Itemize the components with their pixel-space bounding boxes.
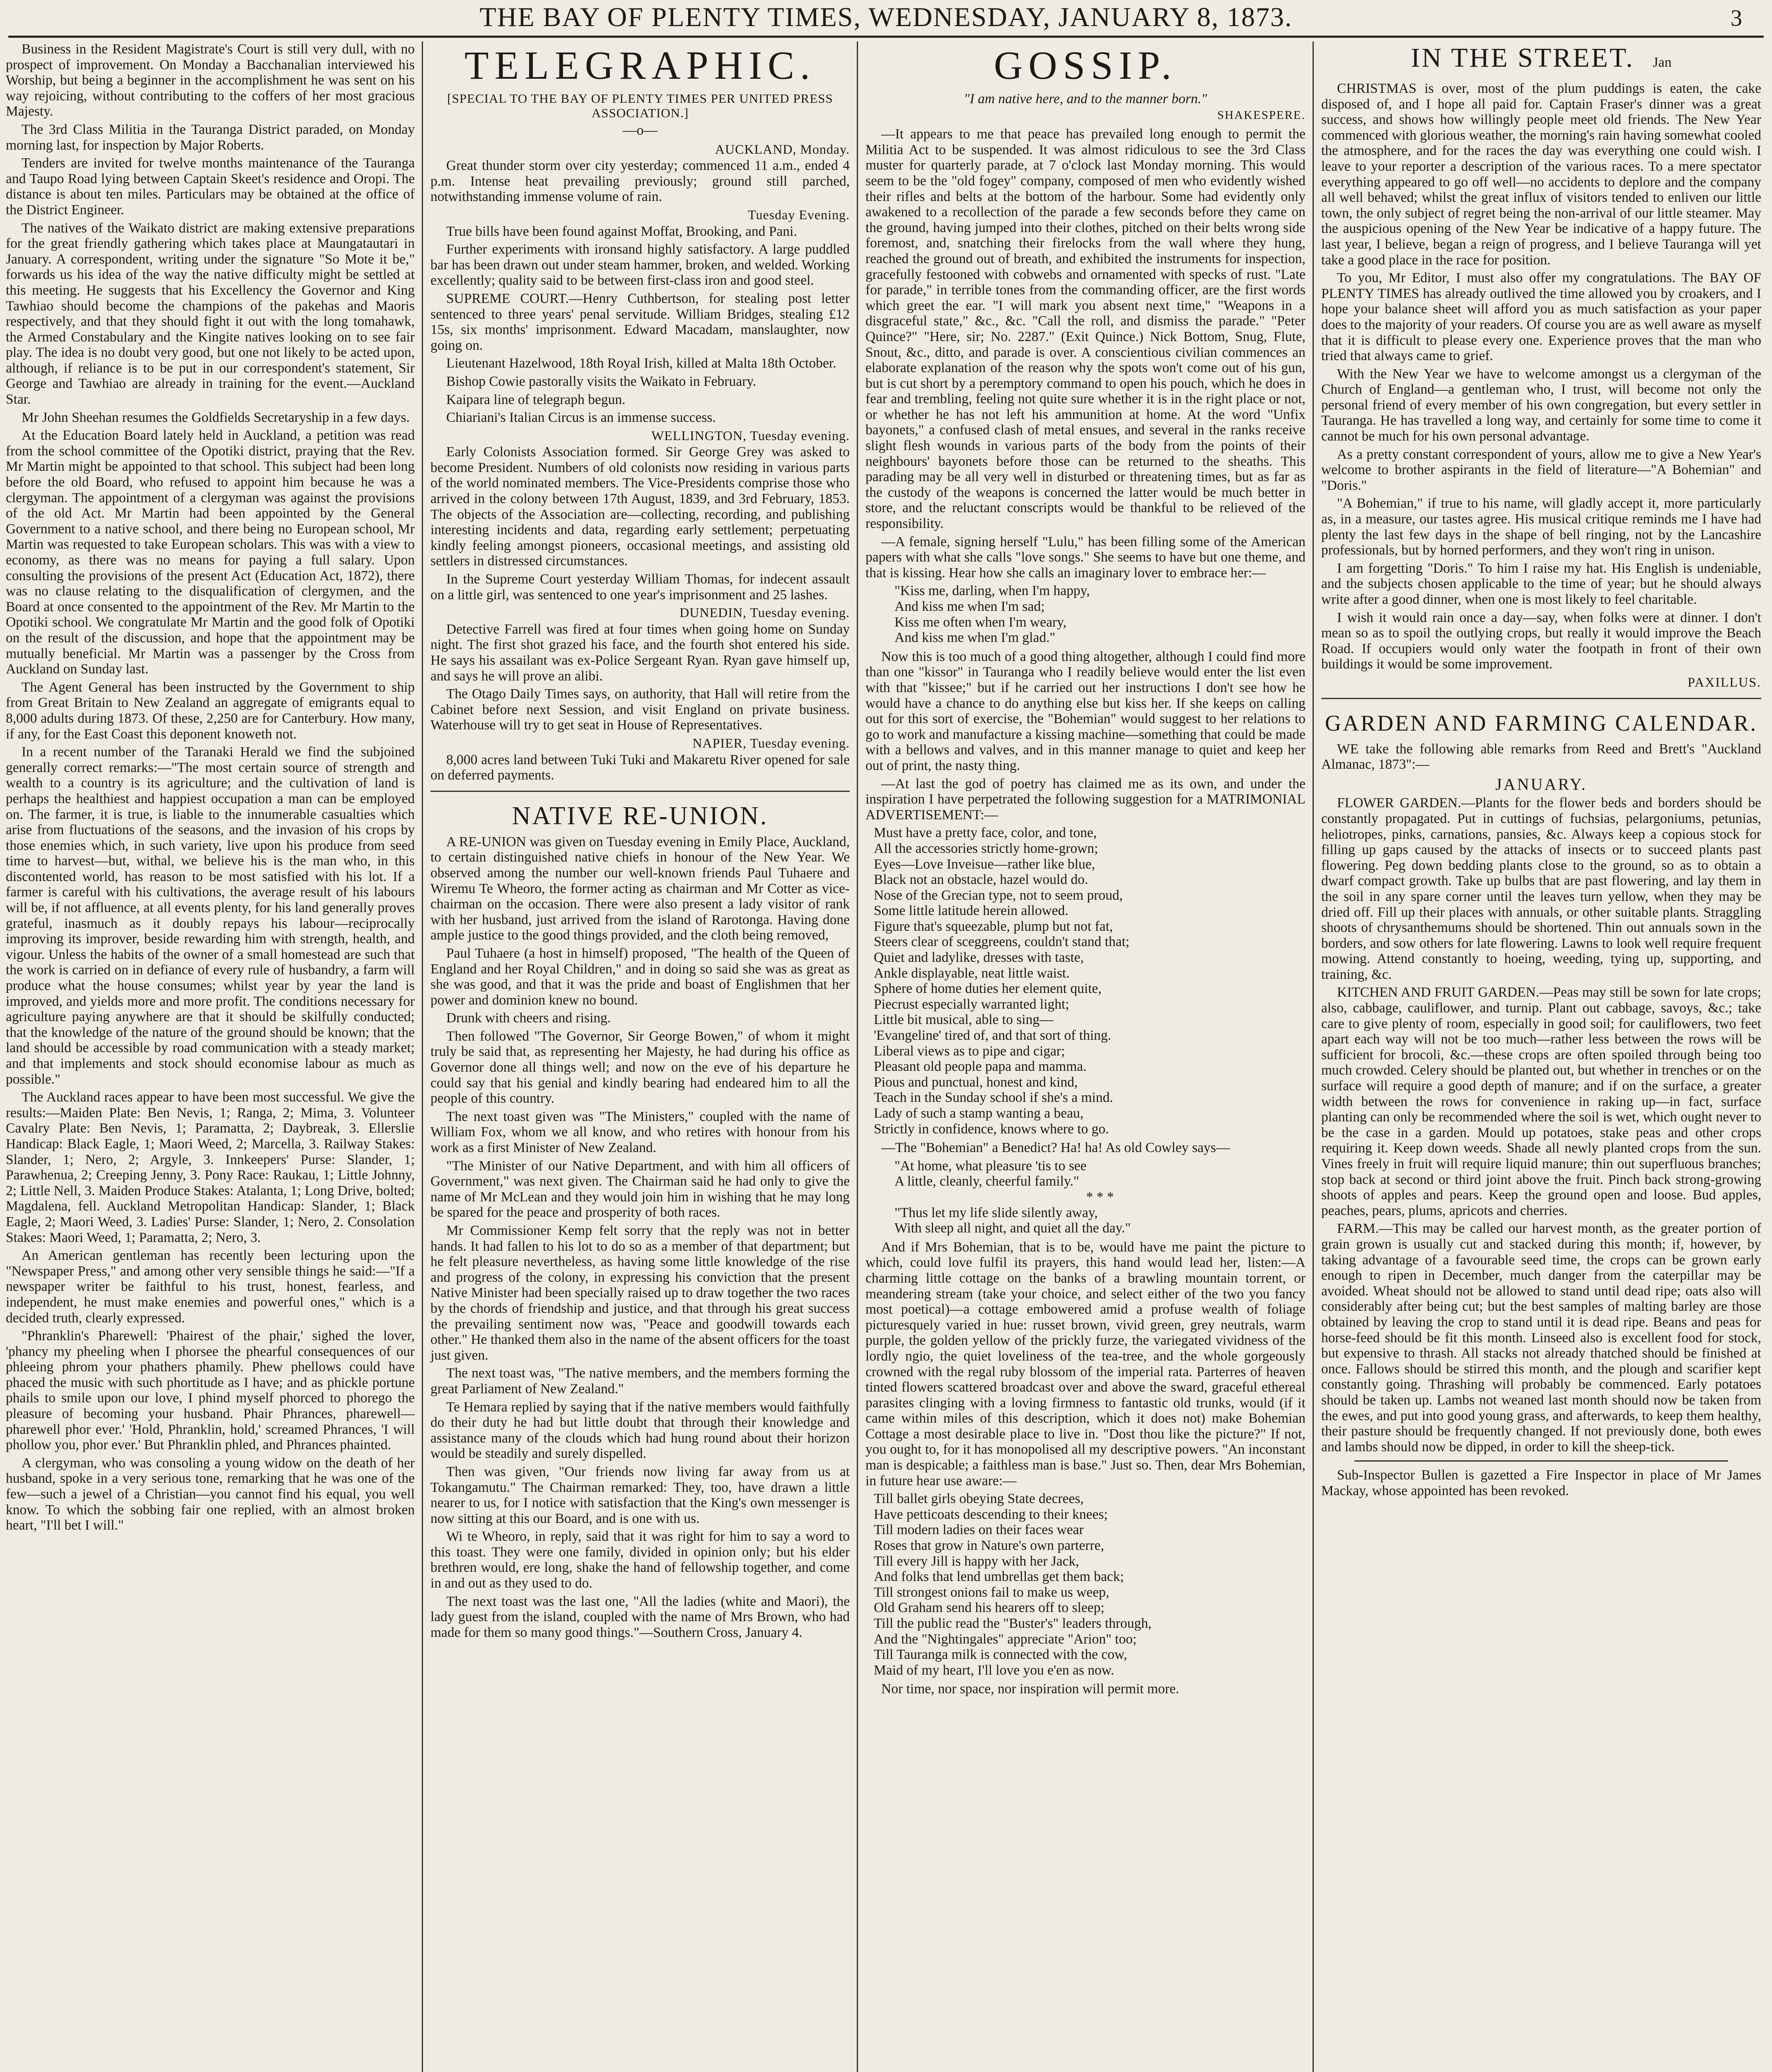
verse-line: Pious and punctual, honest and kind,: [874, 1074, 1078, 1090]
verse-line: Have petticoats descending to their knees;: [874, 1506, 1108, 1522]
verse-line: And folks that lend umbrellas get them back;: [874, 1569, 1124, 1585]
verse-line: Piecrust especially warranted light;: [874, 996, 1069, 1012]
telegram: In the Supreme Court yesterday William Thomas, for indecent assault on a little girl, was sentenced to one year's imprisonment and 25 lashes.: [430, 571, 850, 603]
dateline: NAPIER, Tuesday evening.: [692, 735, 850, 750]
verse-line: Roses that grow in Nature's own parterre,: [874, 1538, 1104, 1554]
section-heading-gossip: GOSSIP.: [994, 43, 1177, 87]
article-paragraph: With the New Year we have to welcome amongst us a clergyman of the Church of England—a gentleman who, I trust, will become not only the personal friend of every member of his own congregation, but every settler in Tauranga. He has travelled a long way, and certainly for some time to come it cannot be much for his own personal advantage.: [1321, 366, 1761, 444]
article-paragraph: The next toast was, "The native members, and the members forming the great Parliament of New Zealand.": [430, 1365, 850, 1397]
telegram: Great thunder storm over city yesterday; commenced 11 a.m., ended 4 p.m. Intense heat prevailing previously; ground still parched, notwithstanding immense volume of rain.: [430, 158, 850, 205]
column-divider: [857, 41, 858, 2072]
verse: [874, 1491, 1305, 1678]
verse-line: Must have a pretty face, color, and tone,: [874, 825, 1097, 841]
news-paragraph: Mr John Sheehan resumes the Goldfields Secretaryship in a few days.: [22, 409, 410, 425]
article-paragraph: —It appears to me that peace has prevailed long enough to permit the Militia Act to be suspended. It was almost ridiculous to see the 3rd Class muster for quarterly parade, at 7 o'clock last Monday morning. This would seem to be the "old fogey" company, composed of men who evidently wished their rifles and belts at the bottom of the harbour. Some had evidently only awakened to a recollection of the parade a few seconds before they came on the ground, having jumped into their clothes, pitched on their belts wrong side foremost, and, snatching their firelocks from the wall where they hung, reached the ground out of breath, and exhibited the instruments for inspection, gracefully festooned with cobwebs and ornamented with specks of rust. "Late for parade," in terrible tones from the commanding officer, are the first words which greet the ear. "I will mark you absent next time," "Weapons in a disgraceful state," &c., &c. "Call the roll, and dismiss the parade." "Peter Quince?" "Here, sir; No. 2287." (Exit Quince.) Nick Bottom, Snug, Flute, Snout, &c., ditto, and parade is over. A conscientious civilian commences an elaborate explanation of the reason why the spots won't come out of his gun, but is cut short by a peremptory command to open his pouch, which he does in fear and trembling, feeling not quite sure whether it is in the right place or not, or whether he has not left his ammunition at home. At the word "Unfix bayonets," a confused clash of metal ensues, and several in the ranks receive slight flesh wounds in various parts of the body from the points of their neighbours' bayonets before those can be returned to the sheaths. This parading may be all very well in disturbed or threatening times, but as far as the custody of the weapons is concerned the latter would be much better in store, and the reluctant conscripts would be thankful to be relieved of the responsibility.: [865, 126, 1305, 532]
verse-line: "Thus let my life slide silently away,: [894, 1205, 1098, 1220]
column-gossip: [860, 41, 1311, 2072]
article-paragraph: Drunk with cheers and rising.: [446, 1010, 611, 1026]
section-heading-garden-calendar: GARDEN AND FARMING CALENDAR.: [1325, 710, 1758, 736]
verse-line: With sleep all night, and quiet all the day.": [894, 1220, 1131, 1236]
verse-line: Ankle displayable, neat little waist.: [874, 965, 1070, 981]
news-paragraph: The Agent General has been instructed by the Government to ship from Great Britain to New Zealand an aggregate of emigrants equal to 8,000 adults during 1873. Of these, 2,250 are for Canterbury. How many, if any, for the East Coast this deponent knoweth not.: [6, 679, 415, 742]
calendar-paragraph: FARM.—This may be called our harvest month, as the greater portion of grain grown is usually cut and stacked during this month; if, however, by taking advantage of a favourable seed time, the crops can be grown early enough to ripen in December, much danger from the caterpillar may be avoided. Wheat should not be allowed to stand until dead ripe; oats also will considerably after being cut; but the best samples of malting barley are those obtained by leaving the crop to stand until it is dead ripe. Beans and peas for horse-feed should be fit this month. Linseed also is excellent food for stock, but expensive to thrash. All stacks not already thatched should be finished at once. Fallows should be stirred this month, and the plough and scarifier kept constantly going. Thrashing will probably be commenced. Early potatoes should be taken up. Lambs not weaned last month should now be taken from the ewes, and put into good young grass, and afterwards, to keep them healthy, their pasture should be frequently changed. If not previously done, both ewes and lambs should now be dipped, in order to kill the sheep-tick.: [1321, 1221, 1761, 1455]
signature: PAXILLUS.: [1687, 674, 1761, 690]
verse-line: Kiss me often when I'm weary,: [894, 614, 1067, 630]
verse-line: Quiet and ladylike, dresses with taste,: [874, 950, 1084, 966]
article-paragraph: I wish it would rain once a day—say, when folks were at dinner. I don't mean so as to spoil the outlying crops, but really it would improve the Beach Road. If occupiers would only water the footpath in front of their own buildings it would be some improvement.: [1321, 610, 1761, 672]
article-paragraph: Te Hemara replied by saying that if the native members would faithfully do their duty he had but little doubt that through their knowledge and assistance many of the clouds which had hung round about their horizon would be steadily and surely dispelled.: [430, 1399, 850, 1462]
column-local-news: [0, 41, 421, 2072]
masthead-title: THE BAY OF PLENTY TIMES, WEDNESDAY, JANUARY 8, 1873.: [479, 2, 1293, 32]
column-telegraphic: [425, 41, 856, 2072]
calendar-paragraph: FLOWER GARDEN.—Plants for the flower beds and borders should be constantly propagated. Put in cuttings of fuchsias, pelargoniums, petunias, heliotropes, pinks, carnations, pansies, &c. Always keep a copious stock for filling up gaps caused by the attacks of insects or to succeed plants past flowering. Peg down bedding plants close to the ground, so as to obtain a dwarf compact growth. Take up bulbs that are past flowering, and lay them in the soil in any spare corner until the leaves turn yellow, when they may be dried off. Fill up their places with annuals, or other suitable plants. Straggling shoots of chrysanthemums should be shortened. Thin out annuals sown in the borders, and sow others for late flowering. Lawns to look well require frequent mowing. Attend constantly to hoeing, weeding, tying up, supporting, and training, &c.: [1321, 795, 1761, 982]
calendar-paragraph: KITCHEN AND FRUIT GARDEN.—Peas may still be sown for late crops; also, cabbage, cauliflower, and turnip. Plant out cabbage, savoys, &c.; take care to give plenty of room, especially in good soil; for cauliflowers, two feet apart each way will not be too much—rather less between the rows will be sufficient for brocoli, &c.—these crops are often spoiled through being too much crowded. Celery should be planted out, but whether in trenches or on the surface will require a good depth of manure; and if on the surface, a greater width between the rows for convenience in raking up—in fact, surface planting can only be recommended where the soil is wet, which ought never to be the case in a garden. Mould up potatoes, stake peas and other crops requiring it. Keep down weeds. Shade all newly planted crops from the sun. Vines freely in fruit will require liquid manure; thin out superfluous branches; stop back at second or third joint above the fruit. Pinch back strong-growing shoots of apples and pears. Keep the ground open and loose. Bud apples, peaches, pears, plums, apricots and cherries.: [1321, 985, 1761, 1218]
news-paragraph: At the Education Board lately held in Auckland, a petition was read from the school committee of the Opotiki district, praying that the Rev. Mr Martin might be appointed to that school. This subject had been long before the old Board, who refused to appoint him because he was a clergyman. The appointment of a clergyman was against the provisions of the old Act. Mr Martin had been appointed by the General Government to a native school, and there being no European school, Mr Martin was requested to take European scholars. This was with a view to economy, as there was no means for paying a full salary. Upon consulting the provisions of the present Act (Education Act, 1872), there was no clause relating to the disqualification of clergymen, and the Board at once consented to the appointment of the Rev. Mr Martin to the Opotiki school. We congratulate Mr Martin and the good folk of Opotiki on the result of the discussion, and hope that the appointment may be mutually beneficial. Mr Martin was a passenger by the Cross from Auckland on Sunday last.: [6, 428, 415, 677]
dateline: WELLINGTON, Tuesday evening.: [651, 428, 850, 443]
heading-text: IN THE STREET.: [1411, 43, 1634, 73]
article-paragraph: —At last the god of poetry has claimed me as its own, and under the inspiration I have perpetrated the following suggestion for a MATRIMONIAL ADVERTISEMENT:—: [865, 776, 1305, 823]
article-paragraph: —The "Bohemian" a Benedict? Ha! ha! As old Cowley says—: [881, 1140, 1230, 1156]
verse-line: Steers clear of sceggreens, couldn't stand that;: [874, 934, 1130, 950]
news-paragraph: The 3rd Class Militia in the Tauranga District paraded, on Monday morning last, for inspection by Major Roberts.: [6, 121, 415, 153]
dateline: AUCKLAND, Monday.: [715, 141, 850, 157]
section-heading-native-reunion: NATIVE RE-UNION.: [512, 801, 769, 830]
article-paragraph: And if Mrs Bohemian, that is to be, would have me paint the picture to which, could love fulfil its prayers, this hand would lead her, listen:—A charming little cottage on the banks of a brawling mountain torrent, or meandering stream (take your choice, and select either of the two you fancy most poetical)—a cottage embowered amid a profuse wealth of foliage picturesquely varied in hue: russet brown, vivid green, grey neutrals, warm purple, the golden yellow of the prickly furze, the variegated vividness of the lordly ngio, the quiet loveliness of the tea-tree, and the whole gorgeously crowned with the regal ruby blossom of the imperial rata. Parterres of heaven tinted flowers scattered broadcast over and above the sward, graceful ethereal parasites clinging with a loving firmness to fantastic old trunks, would (if it came within miles of this description, which it does not) make Bohemian Cottage a most desirable place to live in. "Dost thou like the picture?" If not, you ought to, for it has monopolised all my descriptive powers. "An inconstant man is despicable; a faithless man is base." Just so. Then, dear Mrs Bohemian, in future hear use aware:—: [865, 1239, 1305, 1489]
telegram: Kaipara line of telegraph begun.: [446, 392, 626, 407]
verse-line: Liberal views as to pipe and cigar;: [874, 1043, 1065, 1059]
article-paragraph: Now this is too much of a good thing altogether, although I could find more than one "kissor" in Tauranga who I readily believe would enter the list even with that "kissee;" but if he carried out her instructions I don't see how he would have a chance to do anything else but kiss her. If she keeps on calling out for this sort of exercise, the "Bohemian" would suggest to her relations to go to work and manufacture a kissing machine—something that could be made with a bellows and valves, and in this manner manage to quiet and keep her out of print, the nasty thing.: [865, 649, 1305, 773]
dateline: Tuesday Evening.: [748, 207, 850, 222]
verse-line: "At home, what pleasure 'tis to see: [894, 1158, 1087, 1174]
article-paragraph: Nor time, nor space, nor inspiration will permit more.: [881, 1681, 1180, 1697]
section-heading-in-the-street: [1321, 44, 1761, 77]
column-in-the-street: [1315, 41, 1767, 2072]
article-paragraph: As a pretty constant correspondent of yours, allow me to give a New Year's welcome to brother aspirants in the field of literature—"A Bohemian" and "Doris.": [1321, 446, 1761, 493]
article-paragraph: Then was given, "Our friends now living far away from us at Tokangamutu." The Chairman remarked: They, too, have drawn a little nearer to us, for I notice with satisfaction that the King's own messenger is now sitting at this our Board, and is one with us.: [430, 1464, 850, 1526]
article-paragraph: I am forgetting "Doris." To him I raise my hat. His English is undeniable, and the subjects chosen applicable to the time of year; but he should always write after a good dinner, when one is most likely to feel charitable.: [1321, 560, 1761, 607]
section-rule: [1321, 698, 1761, 699]
corner-note: Jan: [1653, 55, 1672, 70]
verse-line: A little, cleanly, cheerful family.": [894, 1174, 1079, 1189]
telegram: Lieutenant Hazelwood, 18th Royal Irish, killed at Malta 18th October.: [446, 356, 836, 371]
news-paragraph: Sub-Inspector Bullen is gazetted a Fire Inspector in place of Mr James Mackay, whose appointed has been revoked.: [1321, 1467, 1761, 1498]
masthead: [0, 0, 1772, 35]
news-paragraph: "Phranklin's Pharewell: 'Phairest of the phair,' sighed the lover, 'phancy my pheeling when I phorsee the phearful consequences of our phleeing phrom your phathers phamily. Phew phellows could have phaced the music with such phortitude as I have; and as phickle portune phails to smile upon our love, I phind myself phorced to phorego the pleasure of becoming your husband. Phair Phrances, pharewell—pharewell phor ever.' 'Hold, Phranklin, hold,' screamed Phrances, 'I will phollow you, phor ever.' But Phranklin phled, and Phrances phainted.: [6, 1328, 415, 1453]
verse-line: Maid of my heart, I'll love you e'en as now.: [874, 1662, 1114, 1678]
verse-line: * * *: [1086, 1189, 1114, 1205]
news-paragraph: In a recent number of the Taranaki Herald we find the subjoined generally correct remarks:—"The most certain source of strength and wealth to a country is its agriculture; and the cultivation of land is perhaps the healthiest and happiest occupation a man can be employed on. The farmer, it is true, is liable to the innumerable casualties which arise from fluctuations of the seasons, and the invasion of his crops by those enemies which, in such variety, live upon his produce from seed time to harvest—but, withal, we believe his is the man who, in this discontented world, has reason to be most satisfied with his lot. If a farmer is careful with his cultivations, the average result of his labours will be, if not affluence, at all events plenty, for his land generally proves grateful, inasmuch as it doubly repays his labour—reciprocally improving its improver, beside rewarding him with strength, health, and vigour. Unless the habits of the owner of a small homestead are such that the work is carried on in defiance of every rule of husbandry, a farm will produce what the house consumes; whilst year by year the land is improved, and yields more and more profit. The conditions necessary for agriculture paying anywhere are that it should be skilfully conducted; that the knowledge of the nature of the ground should be known; that the land should be accessible by road communication with a steady market; and that implements and stock should economise labour as much as possible.": [6, 744, 415, 1087]
telegram: True bills have been found against Moffat, Brooking, and Pani.: [446, 223, 797, 239]
telegram: The Otago Daily Times says, on authority, that Hall will retire from the Cabinet before next Session, and visit England on private business. Waterhouse will try to get seat in House of Representatives.: [430, 686, 850, 733]
telegram: Early Colonists Association formed. Sir George Grey was asked to become President. Numbers of old colonists now residing in various parts of the world nominated members. The Vice-Presidents comprise those who arrived in the colony between 17th August, 1839, and 3rd February, 1853. The objects of the Association are—collecting, recording, and publishing interesting incidents and data, regarding early settlement; perpetuating kindly feeling amongst pioneers, occasional meetings, and assisting old settlers in distressed circumstances.: [430, 444, 850, 569]
article-paragraph: —A female, signing herself "Lulu," has been filling some of the American papers with what she calls "love songs." She seems to have but one theme, and that is kissing. Hear how she calls an imaginary lover to embrace her:—: [865, 534, 1305, 581]
verse: [894, 583, 1305, 645]
page-number: 3: [1731, 5, 1743, 31]
verse-line: "Kiss me, darling, when I'm happy,: [894, 583, 1090, 599]
article-paragraph: Then followed "The Governor, Sir George Bowen," of whom it might truly be said that, as representing her Majesty, he had during his office as Governor done all things well; and now on the eve of his departure he could say that his genial and kindly bearing had endeared him to all the people of this country.: [430, 1028, 850, 1106]
column-divider: [1313, 41, 1314, 2072]
verse-line: Some little latitude herein allowed.: [874, 903, 1069, 919]
article-paragraph: Wi te Wheoro, in reply, said that it was right for him to say a word to this toast. They were one family, divided in opinion only; but his elder brethren would, ere long, shake the hand of fellowship together, and come in and out as they used to do.: [430, 1529, 850, 1591]
dateline: DUNEDIN, Tuesday evening.: [679, 605, 850, 620]
article-paragraph: CHRISTMAS is over, most of the plum puddings is eaten, the cake disposed of, and I hope all paid for. Captain Fraser's dinner was a great success, and shows how willingly people meet old friends. The New Year commenced with glorious weather, the morning's rain having somewhat cooled the atmosphere, and for the races the day was everything one could wish. I leave to your reporter a description of the various races. To a mere spectator everything appeared to go off well—no accidents to deplore and the company all well behaved; whilst the great influx of visitors tended to enliven our little town, the only subject of regret being the non-arrival of our little steamer. May the auspicious opening of the New Year be indicative of a happy future. The last year, I believe, began a reign of progress, and I believe Tauranga will yet take a good place in the race for position.: [1321, 81, 1761, 268]
telegram: Further experiments with ironsand highly satisfactory. A large puddled bar has been drawn out under steam hammer, broken, and welded. Working excellently; quality said to be between first-class iron and good steel.: [430, 242, 850, 288]
telegram: 8,000 acres land between Tuki Tuki and Makaretu River opened for sale on deferred payments.: [430, 752, 850, 783]
verse-line: Sphere of home duties her element quite,: [874, 981, 1102, 997]
article-paragraph: "The Minister of our Native Department, and with him all officers of Government," was next given. The Chairman said he had only to give the name of Mr McLean and they would join him in wishing that he may long be spared for the peace and prosperity of both races.: [430, 1158, 850, 1220]
verse-line: Pleasant old people papa and mamma.: [874, 1059, 1087, 1075]
verse-line: Black not an obstacle, hazel would do.: [874, 872, 1088, 888]
motto-source: SHAKESPERE.: [1217, 108, 1305, 122]
verse-line: And kiss me when I'm sad;: [894, 599, 1045, 614]
verse-line: Nose of the Grecian type, not to seem proud,: [874, 887, 1123, 903]
article-paragraph: A RE-UNION was given on Tuesday evening in Emily Place, Auckland, to certain distinguished native chiefs in honour of the New Year. We observed among the number our well-known friends Paul Tuhaere and Wiremu Te Wheoro, the former acting as chairman and Mr Cotter as vice-chairman on the occasion. There were also present a lady visitor of rank with her husband, just arrived from the island of Rarotonga. Having done ample justice to the good things provided, and the cloth being removed,: [430, 834, 850, 943]
motto: "I am native here, and to the manner born.": [964, 91, 1207, 107]
verse-line: Lady of such a stamp wanting a beau,: [874, 1106, 1084, 1121]
section-heading-telegraphic: TELEGRAPHIC.: [464, 43, 816, 87]
telegram: SUPREME COURT.—Henry Cuthbertson, for stealing post letter sentenced to three years' penal servitude. William Bridges, stealing £12 15s, six months' imprisonment. Edward Macadam, manslaughter, now going on.: [430, 290, 850, 353]
verse-line: Eyes—Love Inveisue—rather like blue,: [874, 856, 1095, 872]
news-paragraph: The Auckland races appear to have been most successful. We give the results:—Maiden Plate: Ben Nevis, 1; Ranga, 2; Mima, 3. Volunteer Cavalry Plate: Ben Nevis, 1; Paramatta, 2; Daybreak, 3. Ellerslie Handicap: Black Eagle, 1; Maori Weed, 2; Marcella, 3. Railway Stakes: Slander, 1; Nero, 2; Argyle, 3. Innkeepers' Purse: Slander, 1; Parawhenua, 2; Creeping Jenny, 3. Pony Race: Raukau, 1; Little Johnny, 2; Little Nell, 3. Maiden Produce Stakes: Atalanta, 1; Long Drive, bolted; Magdalena, fell. Auckland Metropolitan Handicap: Slander, 1; Black Eagle, 2; Maori Weed, 3. Ladies' Purse: Slander, 1; Nero, 2. Consolation Stakes: Maori Weed, 1; Paramatta, 2; Nero, 3.: [6, 1089, 415, 1245]
verse-line: 'Evangeline' tired of, and that sort of thing.: [874, 1028, 1112, 1043]
verse-line: Little bit musical, able to sing—: [874, 1012, 1054, 1028]
ornament-dash: —o—: [623, 123, 658, 138]
section-rule: [1354, 1460, 1728, 1462]
verse-line: All the accessories strictly home-grown;: [874, 840, 1098, 856]
news-paragraph: An American gentleman has recently been lecturing upon the "Newspaper Press," and among other very sensible things he said:—"If a newspaper writer be faithful to his trust, honest, fearless, and independent, he must make enemies and powerful ones," which is a decided truth, clearly expressed.: [6, 1248, 415, 1326]
calendar-month: JANUARY.: [1495, 775, 1587, 794]
article-paragraph: To you, Mr Editor, I must also offer my congratulations. The BAY OF PLENTY TIMES has already outlived the time allowed you by croakers, and I hope your balance sheet will afford you as much satisfaction as your paper does to the majority of your readers. Of course you are as well aware as myself that it is difficult to please every one. Experience proves that the man who tried that always came to grief.: [1321, 270, 1761, 364]
section-rule: [430, 791, 850, 792]
verse-line: Teach in the Sunday school if she's a mind.: [874, 1090, 1113, 1106]
telegram: Detective Farrell was fired at four times when going home on Sunday night. The first shot grazed his face, and the fourth shot entered his side. He says his assailant was ex-Police Sergeant Ryan. Ryan gave himself up, and says he will prove an alibi.: [430, 621, 850, 684]
column-divider: [422, 41, 423, 2072]
article-paragraph: Mr Commissioner Kemp felt sorry that the reply was not in better hands. It had fallen to his lot to do so as a member of that department; but he felt pleasure nevertheless, as having some little knowledge of the rise and progress of the colony, in expressing his conviction that the present Native Minister had been specially raised up to draw together the two races by the chords of friendship and justice, and that through his great success the prevailing sentiment now was, "Peace and goodwill towards each other." He thanked them also in the name of the absent officers for the toast just given.: [430, 1223, 850, 1363]
news-paragraph: Tenders are invited for twelve months maintenance of the Tauranga and Taupo Road lying between Captain Skeet's residence and Oropi. The distance is about ten miles. Particulars may be obtained at the office of the District Engineer.: [6, 155, 415, 218]
verse-line: Figure that's squeezable, plump but not fat,: [874, 918, 1113, 934]
article-paragraph: "A Bohemian," if true to his name, will gladly accept it, more particularly as, in a measure, our tastes agree. His musical critique reminds me I have had plenty the last few days in the shape of bell ringing, not by the Lancashire professionals, but by horned performers, and they won't ring in unison.: [1321, 496, 1761, 558]
verse-line: And the "Nightingales" appreciate "Arion" too;: [874, 1631, 1137, 1647]
verse: [894, 1158, 1305, 1236]
verse-line: Till modern ladies on their faces wear: [874, 1522, 1084, 1538]
news-paragraph: The natives of the Waikato district are making extensive preparations for the great friendly gathering which takes place at Maungatautari in January. A correspondent, writing under the signature "So Mote it be," forwards us his idea of the way the native difficulty might be settled at this meeting. He suggests that his Excellency the Governor and King Tawhiao should become the champions of the pakehas and Maoris respectively, and that they should fight it out with the long tomahawk, the Armed Constabulary and the Kingite natives looking on to see fair play. The idea is no doubt very good, but one not likely to be acted upon, although, if reliance is to be put in our correspondent's statement, Sir George and Tawhiao are already in training for the event.—Auckland Star.: [6, 220, 415, 407]
article-paragraph: Paul Tuhaere (a host in himself) proposed, "The health of the Queen of England and her Royal Children," and in doing so said she was as great as she was good, and that it was the pride and boast of Englishmen that her power and dominion knew no bound.: [430, 945, 850, 1008]
news-paragraph: A clergyman, who was consoling a young widow on the death of her husband, spoke in a very serious tone, remarking that he was one of the few—such a jewel of a Christian—you cannot find his equal, you well know. To which the sobbing fair one replied, with an almost broken heart, "I'll bet I will.": [6, 1455, 415, 1533]
verse-line: Till ballet girls obeying State decrees,: [874, 1491, 1084, 1507]
verse-line: Till Tauranga milk is connected with the cow,: [874, 1647, 1127, 1663]
telegram: Bishop Cowie pastorally visits the Waikato in February.: [446, 373, 757, 389]
verse-line: Till the public read the "Buster's" leaders through,: [874, 1616, 1152, 1631]
article-paragraph: The next toast was the last one, "All the ladies (white and Maori), the lady guest from the island, coupled with the name of Mrs Brown, who had made for them so many good things."—Southern Cross, January 4.: [430, 1593, 850, 1640]
verse-line: And kiss me when I'm glad.": [894, 630, 1056, 646]
telegram: Chiariani's Italian Circus is an immense success.: [446, 410, 716, 426]
verse-line: Strictly in confidence, knows where to go.: [874, 1121, 1109, 1137]
verse-line: Till strongest onions fail to make us weep,: [874, 1584, 1110, 1600]
verse-line: Old Graham send his hearers off to sleep;: [874, 1600, 1105, 1616]
news-paragraph: Business in the Resident Magistrate's Court is still very dull, with no prospect of improvement. On Monday a Bacchanalian interviewed his Worship, but being a beginner in the accomplishment he was sent on his way rejoicing, without contributing to the coffers of her most gracious Majesty.: [6, 41, 415, 119]
article-paragraph: The next toast given was "The Ministers," coupled with the name of William Fox, whom we all know, and who retires with honour from his work as a first Minister of New Zealand.: [430, 1109, 850, 1156]
masthead-rule: [8, 36, 1764, 38]
section-subheading: [SPECIAL TO THE BAY OF PLENTY TIMES PER UNITED PRESS ASSOCIATION.]: [447, 91, 833, 120]
verse-line: Till every Jill is happy with her Jack,: [874, 1553, 1079, 1569]
verse: [874, 825, 1305, 1137]
article-intro: WE take the following able remarks from Reed and Brett's "Auckland Almanac, 1873":—: [1321, 741, 1761, 772]
